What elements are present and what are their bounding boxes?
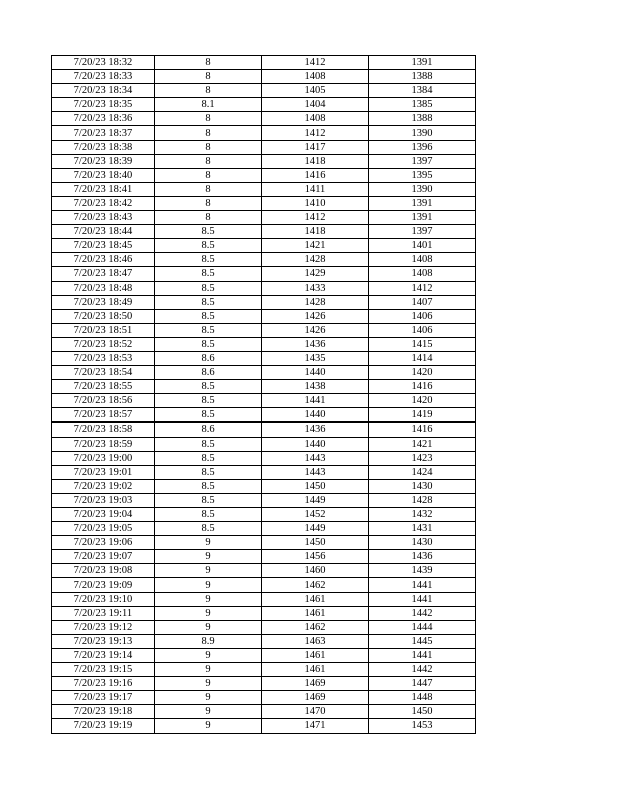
reading-a-cell: 1411: [262, 182, 369, 196]
table-row: [52, 168, 476, 182]
timestamp-cell: 7/20/23 19:07: [52, 550, 155, 564]
reading-a-cell: 1412: [262, 56, 369, 70]
reading-a-cell: 1443: [262, 465, 369, 479]
reading-a-cell: 1469: [262, 677, 369, 691]
reading-a-cell: 1436: [262, 422, 369, 437]
value-cell: 8.1: [155, 98, 262, 112]
value-cell: 8.9: [155, 634, 262, 648]
table-row: [52, 281, 476, 295]
value-cell: 9: [155, 564, 262, 578]
reading-a-cell: 1404: [262, 98, 369, 112]
table-row: [52, 309, 476, 323]
table-row: [52, 648, 476, 662]
table-row: [52, 578, 476, 592]
value-cell: 8.5: [155, 408, 262, 423]
timestamp-cell: 7/20/23 18:46: [52, 253, 155, 267]
table-row: [52, 182, 476, 196]
timestamp-cell: 7/20/23 19:14: [52, 648, 155, 662]
timestamp-cell: 7/20/23 18:45: [52, 239, 155, 253]
timestamp-cell: 7/20/23 18:44: [52, 225, 155, 239]
value-cell: 8.5: [155, 437, 262, 451]
table-row: [52, 634, 476, 648]
value-cell: 8: [155, 84, 262, 98]
table-row: [52, 536, 476, 550]
reading-b-cell: 1401: [369, 239, 476, 253]
table-row: [52, 394, 476, 408]
table-row: [52, 677, 476, 691]
table-row: [52, 550, 476, 564]
table-row: [52, 351, 476, 365]
reading-a-cell: 1416: [262, 168, 369, 182]
reading-a-cell: 1441: [262, 394, 369, 408]
reading-a-cell: 1450: [262, 536, 369, 550]
timestamp-cell: 7/20/23 19:06: [52, 536, 155, 550]
value-cell: 8: [155, 140, 262, 154]
reading-b-cell: 1395: [369, 168, 476, 182]
timestamp-cell: 7/20/23 18:49: [52, 295, 155, 309]
value-cell: 8.5: [155, 479, 262, 493]
table-row: [52, 239, 476, 253]
reading-b-cell: 1447: [369, 677, 476, 691]
value-cell: 8.5: [155, 337, 262, 351]
table-row: [52, 663, 476, 677]
reading-b-cell: 1441: [369, 592, 476, 606]
table-row: [52, 705, 476, 719]
spreadsheet-page: [51, 55, 475, 734]
reading-a-cell: 1452: [262, 508, 369, 522]
reading-a-cell: 1417: [262, 140, 369, 154]
table-row: [52, 380, 476, 394]
reading-a-cell: 1449: [262, 522, 369, 536]
table-row: [52, 295, 476, 309]
table-body: [52, 56, 476, 734]
reading-b-cell: 1408: [369, 253, 476, 267]
reading-b-cell: 1432: [369, 508, 476, 522]
timestamp-cell: 7/20/23 18:47: [52, 267, 155, 281]
timestamp-cell: 7/20/23 18:56: [52, 394, 155, 408]
reading-a-cell: 1471: [262, 719, 369, 733]
table-row: [52, 56, 476, 70]
timestamp-cell: 7/20/23 18:52: [52, 337, 155, 351]
reading-a-cell: 1410: [262, 196, 369, 210]
timestamp-cell: 7/20/23 18:42: [52, 196, 155, 210]
value-cell: 8.5: [155, 522, 262, 536]
value-cell: 8: [155, 168, 262, 182]
value-cell: 9: [155, 691, 262, 705]
reading-a-cell: 1428: [262, 253, 369, 267]
value-cell: 8.5: [155, 309, 262, 323]
timestamp-cell: 7/20/23 19:16: [52, 677, 155, 691]
timestamp-cell: 7/20/23 18:41: [52, 182, 155, 196]
reading-a-cell: 1408: [262, 112, 369, 126]
timestamp-cell: 7/20/23 18:36: [52, 112, 155, 126]
reading-b-cell: 1388: [369, 70, 476, 84]
reading-a-cell: 1462: [262, 578, 369, 592]
reading-b-cell: 1439: [369, 564, 476, 578]
timestamp-cell: 7/20/23 19:02: [52, 479, 155, 493]
timestamp-cell: 7/20/23 18:35: [52, 98, 155, 112]
table-row: [52, 451, 476, 465]
timestamp-cell: 7/20/23 19:01: [52, 465, 155, 479]
timestamp-cell: 7/20/23 18:55: [52, 380, 155, 394]
reading-b-cell: 1390: [369, 182, 476, 196]
timestamp-cell: 7/20/23 19:03: [52, 493, 155, 507]
reading-a-cell: 1456: [262, 550, 369, 564]
value-cell: 9: [155, 606, 262, 620]
reading-a-cell: 1426: [262, 323, 369, 337]
timestamp-cell: 7/20/23 18:53: [52, 351, 155, 365]
timestamp-cell: 7/20/23 19:17: [52, 691, 155, 705]
timestamp-cell: 7/20/23 19:15: [52, 663, 155, 677]
value-cell: 8.6: [155, 366, 262, 380]
table-row: [52, 196, 476, 210]
value-cell: 8.5: [155, 239, 262, 253]
timestamp-cell: 7/20/23 18:38: [52, 140, 155, 154]
timestamp-cell: 7/20/23 19:08: [52, 564, 155, 578]
table-row: [52, 408, 476, 423]
reading-a-cell: 1461: [262, 648, 369, 662]
reading-b-cell: 1420: [369, 366, 476, 380]
value-cell: 9: [155, 592, 262, 606]
timestamp-cell: 7/20/23 18:50: [52, 309, 155, 323]
timestamp-cell: 7/20/23 18:37: [52, 126, 155, 140]
table-row: [52, 323, 476, 337]
reading-a-cell: 1449: [262, 493, 369, 507]
table-row: [52, 366, 476, 380]
reading-a-cell: 1429: [262, 267, 369, 281]
data-table: [51, 55, 476, 734]
reading-b-cell: 1453: [369, 719, 476, 733]
timestamp-cell: 7/20/23 19:10: [52, 592, 155, 606]
table-row: [52, 253, 476, 267]
table-row: [52, 620, 476, 634]
table-row: [52, 225, 476, 239]
reading-a-cell: 1418: [262, 225, 369, 239]
table-row: [52, 437, 476, 451]
reading-a-cell: 1443: [262, 451, 369, 465]
timestamp-cell: 7/20/23 18:43: [52, 211, 155, 225]
table-row: [52, 522, 476, 536]
reading-b-cell: 1391: [369, 56, 476, 70]
value-cell: 8: [155, 126, 262, 140]
reading-a-cell: 1460: [262, 564, 369, 578]
timestamp-cell: 7/20/23 18:54: [52, 366, 155, 380]
value-cell: 8.6: [155, 351, 262, 365]
reading-b-cell: 1391: [369, 211, 476, 225]
value-cell: 8.5: [155, 493, 262, 507]
reading-b-cell: 1406: [369, 309, 476, 323]
reading-a-cell: 1461: [262, 663, 369, 677]
value-cell: 9: [155, 620, 262, 634]
reading-a-cell: 1418: [262, 154, 369, 168]
table-row: [52, 493, 476, 507]
value-cell: 8: [155, 56, 262, 70]
reading-b-cell: 1420: [369, 394, 476, 408]
value-cell: 8: [155, 211, 262, 225]
timestamp-cell: 7/20/23 19:19: [52, 719, 155, 733]
table-row: [52, 112, 476, 126]
reading-a-cell: 1405: [262, 84, 369, 98]
reading-b-cell: 1384: [369, 84, 476, 98]
timestamp-cell: 7/20/23 18:58: [52, 422, 155, 437]
reading-b-cell: 1445: [369, 634, 476, 648]
reading-b-cell: 1391: [369, 196, 476, 210]
value-cell: 8.5: [155, 323, 262, 337]
value-cell: 8.5: [155, 380, 262, 394]
reading-a-cell: 1408: [262, 70, 369, 84]
value-cell: 8: [155, 154, 262, 168]
timestamp-cell: 7/20/23 19:00: [52, 451, 155, 465]
reading-a-cell: 1440: [262, 408, 369, 423]
value-cell: 9: [155, 705, 262, 719]
timestamp-cell: 7/20/23 19:04: [52, 508, 155, 522]
table-row: [52, 479, 476, 493]
reading-a-cell: 1436: [262, 337, 369, 351]
reading-b-cell: 1442: [369, 606, 476, 620]
reading-a-cell: 1428: [262, 295, 369, 309]
timestamp-cell: 7/20/23 19:13: [52, 634, 155, 648]
reading-b-cell: 1406: [369, 323, 476, 337]
value-cell: 8: [155, 196, 262, 210]
value-cell: 8.5: [155, 253, 262, 267]
value-cell: 8.5: [155, 508, 262, 522]
value-cell: 9: [155, 536, 262, 550]
reading-a-cell: 1450: [262, 479, 369, 493]
value-cell: 9: [155, 550, 262, 564]
value-cell: 8.6: [155, 422, 262, 437]
reading-b-cell: 1385: [369, 98, 476, 112]
reading-a-cell: 1462: [262, 620, 369, 634]
value-cell: 9: [155, 578, 262, 592]
table-row: [52, 465, 476, 479]
reading-a-cell: 1440: [262, 437, 369, 451]
table-row: [52, 337, 476, 351]
value-cell: 8: [155, 70, 262, 84]
value-cell: 8.5: [155, 451, 262, 465]
reading-b-cell: 1416: [369, 380, 476, 394]
reading-b-cell: 1450: [369, 705, 476, 719]
value-cell: 8.5: [155, 465, 262, 479]
value-cell: 9: [155, 677, 262, 691]
table-row: [52, 84, 476, 98]
reading-a-cell: 1435: [262, 351, 369, 365]
table-row: [52, 422, 476, 437]
reading-b-cell: 1412: [369, 281, 476, 295]
value-cell: 8.5: [155, 267, 262, 281]
value-cell: 8: [155, 182, 262, 196]
reading-b-cell: 1423: [369, 451, 476, 465]
value-cell: 8.5: [155, 394, 262, 408]
reading-b-cell: 1388: [369, 112, 476, 126]
timestamp-cell: 7/20/23 18:51: [52, 323, 155, 337]
table-row: [52, 70, 476, 84]
timestamp-cell: 7/20/23 19:12: [52, 620, 155, 634]
reading-b-cell: 1415: [369, 337, 476, 351]
reading-a-cell: 1421: [262, 239, 369, 253]
reading-b-cell: 1397: [369, 154, 476, 168]
timestamp-cell: 7/20/23 18:34: [52, 84, 155, 98]
value-cell: 8.5: [155, 281, 262, 295]
timestamp-cell: 7/20/23 19:18: [52, 705, 155, 719]
value-cell: 9: [155, 719, 262, 733]
table-row: [52, 508, 476, 522]
reading-a-cell: 1463: [262, 634, 369, 648]
reading-a-cell: 1426: [262, 309, 369, 323]
timestamp-cell: 7/20/23 18:32: [52, 56, 155, 70]
reading-b-cell: 1414: [369, 351, 476, 365]
table-row: [52, 691, 476, 705]
reading-a-cell: 1470: [262, 705, 369, 719]
reading-a-cell: 1412: [262, 126, 369, 140]
reading-b-cell: 1442: [369, 663, 476, 677]
table-row: [52, 140, 476, 154]
value-cell: 8.5: [155, 295, 262, 309]
reading-b-cell: 1428: [369, 493, 476, 507]
table-row: [52, 154, 476, 168]
table-row: [52, 211, 476, 225]
reading-a-cell: 1461: [262, 606, 369, 620]
reading-b-cell: 1444: [369, 620, 476, 634]
timestamp-cell: 7/20/23 18:40: [52, 168, 155, 182]
reading-a-cell: 1412: [262, 211, 369, 225]
value-cell: 8.5: [155, 225, 262, 239]
reading-b-cell: 1407: [369, 295, 476, 309]
timestamp-cell: 7/20/23 18:59: [52, 437, 155, 451]
value-cell: 9: [155, 663, 262, 677]
timestamp-cell: 7/20/23 19:11: [52, 606, 155, 620]
reading-b-cell: 1448: [369, 691, 476, 705]
table-row: [52, 564, 476, 578]
reading-b-cell: 1430: [369, 536, 476, 550]
table-row: [52, 126, 476, 140]
reading-b-cell: 1396: [369, 140, 476, 154]
reading-b-cell: 1408: [369, 267, 476, 281]
reading-b-cell: 1390: [369, 126, 476, 140]
table-row: [52, 592, 476, 606]
value-cell: 8: [155, 112, 262, 126]
table-row: [52, 98, 476, 112]
value-cell: 9: [155, 648, 262, 662]
table-row: [52, 267, 476, 281]
reading-b-cell: 1416: [369, 422, 476, 437]
reading-a-cell: 1461: [262, 592, 369, 606]
reading-b-cell: 1397: [369, 225, 476, 239]
reading-a-cell: 1469: [262, 691, 369, 705]
timestamp-cell: 7/20/23 18:57: [52, 408, 155, 423]
reading-b-cell: 1431: [369, 522, 476, 536]
reading-a-cell: 1438: [262, 380, 369, 394]
timestamp-cell: 7/20/23 19:09: [52, 578, 155, 592]
reading-b-cell: 1430: [369, 479, 476, 493]
table-row: [52, 606, 476, 620]
timestamp-cell: 7/20/23 18:39: [52, 154, 155, 168]
timestamp-cell: 7/20/23 18:48: [52, 281, 155, 295]
reading-b-cell: 1424: [369, 465, 476, 479]
timestamp-cell: 7/20/23 18:33: [52, 70, 155, 84]
reading-a-cell: 1433: [262, 281, 369, 295]
reading-b-cell: 1441: [369, 648, 476, 662]
reading-b-cell: 1419: [369, 408, 476, 423]
reading-b-cell: 1421: [369, 437, 476, 451]
table-row: [52, 719, 476, 733]
reading-b-cell: 1441: [369, 578, 476, 592]
reading-a-cell: 1440: [262, 366, 369, 380]
timestamp-cell: 7/20/23 19:05: [52, 522, 155, 536]
reading-b-cell: 1436: [369, 550, 476, 564]
